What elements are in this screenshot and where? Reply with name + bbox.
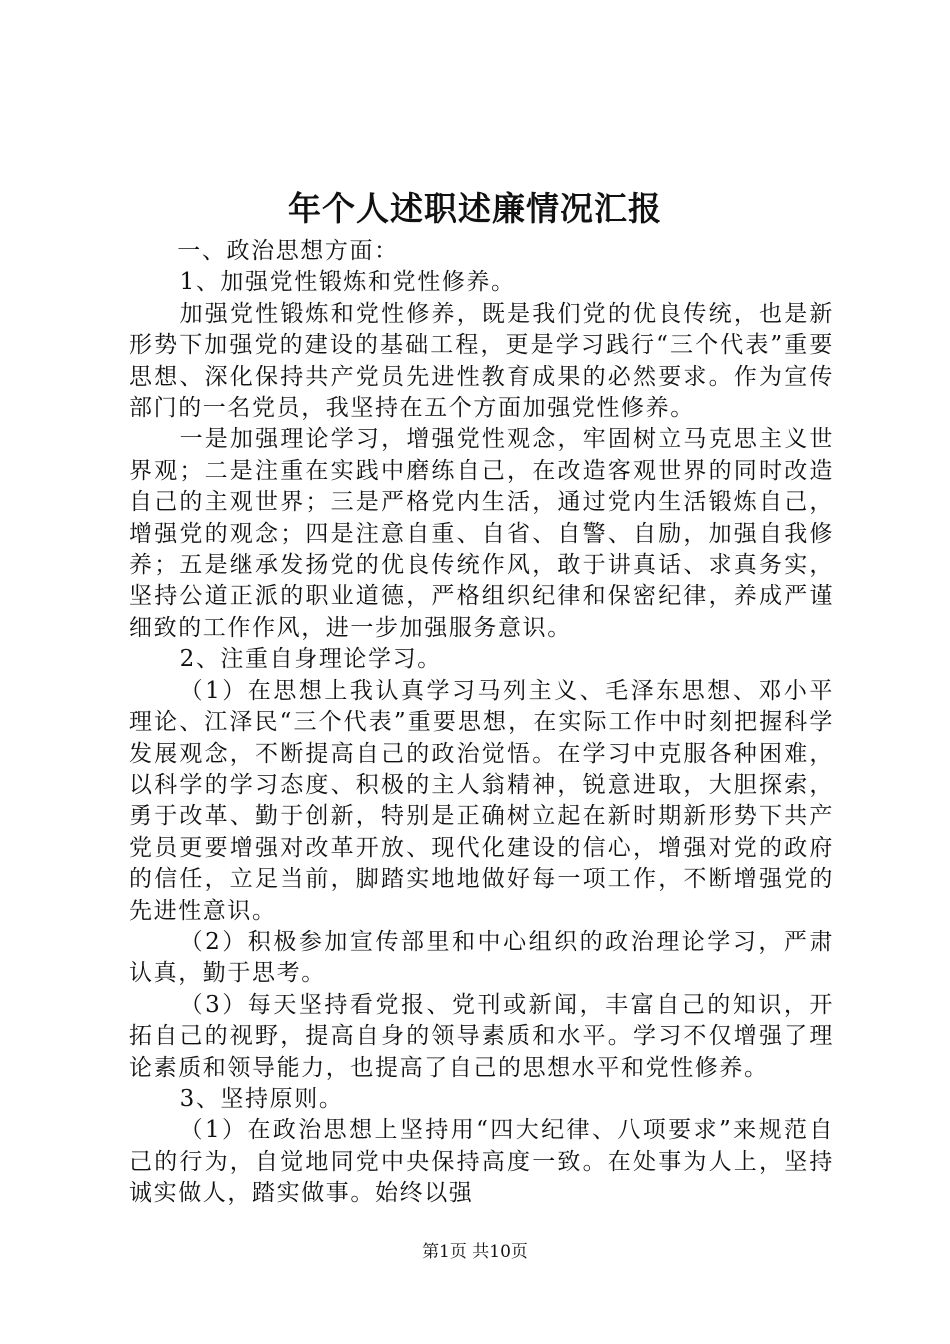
- page-number-footer: 第1页 共10页: [422, 1242, 528, 1262]
- subsection-heading: 3、坚持原则。: [179, 1085, 344, 1112]
- document-body: [129, 236, 834, 1210]
- body-paragraph: （1）在政治思想上坚持用“四大纪律、八项要求”来规范自己的行为，自觉地同党中央保持高度一致。在处事为人上，坚持诚实做人，踏实做事。始终以强: [129, 1117, 834, 1207]
- subsection-heading: 2、注重自身理论学习。: [179, 646, 442, 673]
- subsection-heading: 1、加强党性锻炼和党性修养。: [179, 269, 516, 296]
- body-paragraph: （3）每天坚持看党报、党刊或新闻，丰富自己的知识，开拓自己的视野，提高自身的领导素质和水平。学习不仅增强了理论素质和领导能力，也提高了自己的思想水平和党性修养。: [129, 991, 834, 1081]
- body-paragraph: 一是加强理论学习，增强党性观念，牢固树立马克思主义世界观；二是注重在实践中磨练自己，在改造客观世界的同时改造自己的主观世界；三是严格党内生活，通过党内生活锻炼自己，增强党的观念；四是注意自重、自省、自警、自励，加强自我修养；五是继承发扬党的优良传统作风，敢于讲真话、求真务实，坚持公道正派的职业道德，严格组织纪律和保密纪律，养成严谨细致的工作作风，进一步加强服务意识。: [129, 426, 834, 641]
- document-title: 年个人述职述廉情况汇报: [288, 189, 662, 228]
- body-paragraph: （1）在思想上我认真学习马列主义、毛泽东思想、邓小平理论、江泽民“三个代表”重要思想，在实际工作中时刻把握科学发展观念，不断提高自己的政治觉悟。在学习中克服各种困难，以科学的学习态度、积极的主人翁精神，锐意进取，大胆探索，勇于改革、勤于创新，特别是正确树立起在新时期新形势下共产党员更要增强对改革开放、现代化建设的信心，增强对党的政府的信任，立足当前，脚踏实地地做好每一项工作，不断增强党的先进性意识。: [129, 677, 834, 924]
- section-heading: 一、政治思想方面：: [177, 238, 399, 264]
- body-paragraph: （2）积极参加宣传部里和中心组织的政治理论学习，严肃认真，勤于思考。: [129, 928, 834, 987]
- body-paragraph: 加强党性锻炼和党性修养，既是我们党的优良传统，也是新形势下加强党的建设的基础工程，更是学习践行“三个代表”重要思想、深化保持共产党员先进性教育成果的必然要求。作为宣传部门的一名党员，我坚持在五个方面加强党性修养。: [129, 300, 834, 422]
